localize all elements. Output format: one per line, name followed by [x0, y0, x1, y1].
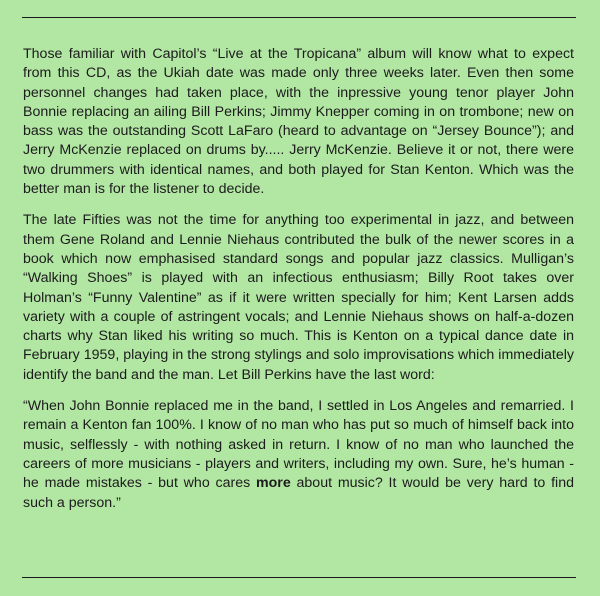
quote-text-after: about music? It would be very hard to find such a person.” [23, 475, 574, 511]
paragraph-repertoire: The late Fifties was not the time for anything too experimental in jazz, and between them Gene Roland and Lennie Niehaus contributed the bulk of the newer scores in a book which now emphasised standard songs and popular jazz classics. Mulligan’s “Walking Shoes” is played with an infectious enthusiasm; Billy Root takes over Holman’s “Funny Valentine” as if it were written specially for him; Kent Larsen adds variety with a couple of astringent vocals; and Lennie Niehaus shows on half-a-dozen charts why Stan liked his writing so much. This is Kenton on a typical dance date in February 1959, playing in the strong stylings and solo improvisations which immediately identify the band and the man. Let Bill Perkins have the last word: [23, 212, 574, 383]
quote-text-before: “When John Bonnie replaced me in the band, I settled in Los Angeles and remarried. I remain a Kenton fan 100%. I know of no man who has put so much of himself back into music, selflessly - with nothing asked in return. I know of no man who launched the careers of more musicians - players and writers, including my own. Sure, he’s human - he made mistakes - but who cares [23, 398, 574, 492]
quote-emphasis: more [256, 475, 291, 492]
paragraph-intro: Those familiar with Capitol’s “Live at the Tropicana” album will know what to expect from this CD, as the Ukiah date was made only three weeks later. Even then some personnel changes had taken place, with the inpressive young tenor player John Bonnie replacing an ailing Bill Perkins; Jimmy Knepper coming in on trombone; new on bass was the outstanding Scott LaFaro (heard to advantage on “Jersey Bounce”); and Jerry McKenzie replaced on drums by..... Jerry McKenzie. Believe it or not, there were two drummers with identical names, and both played for Stan Kenton. Which was the better man is for the listener to decide. [23, 46, 574, 198]
top-divider [22, 17, 576, 18]
paragraph-quote [23, 397, 574, 513]
liner-notes-text [23, 45, 574, 525]
bottom-divider [22, 577, 576, 578]
